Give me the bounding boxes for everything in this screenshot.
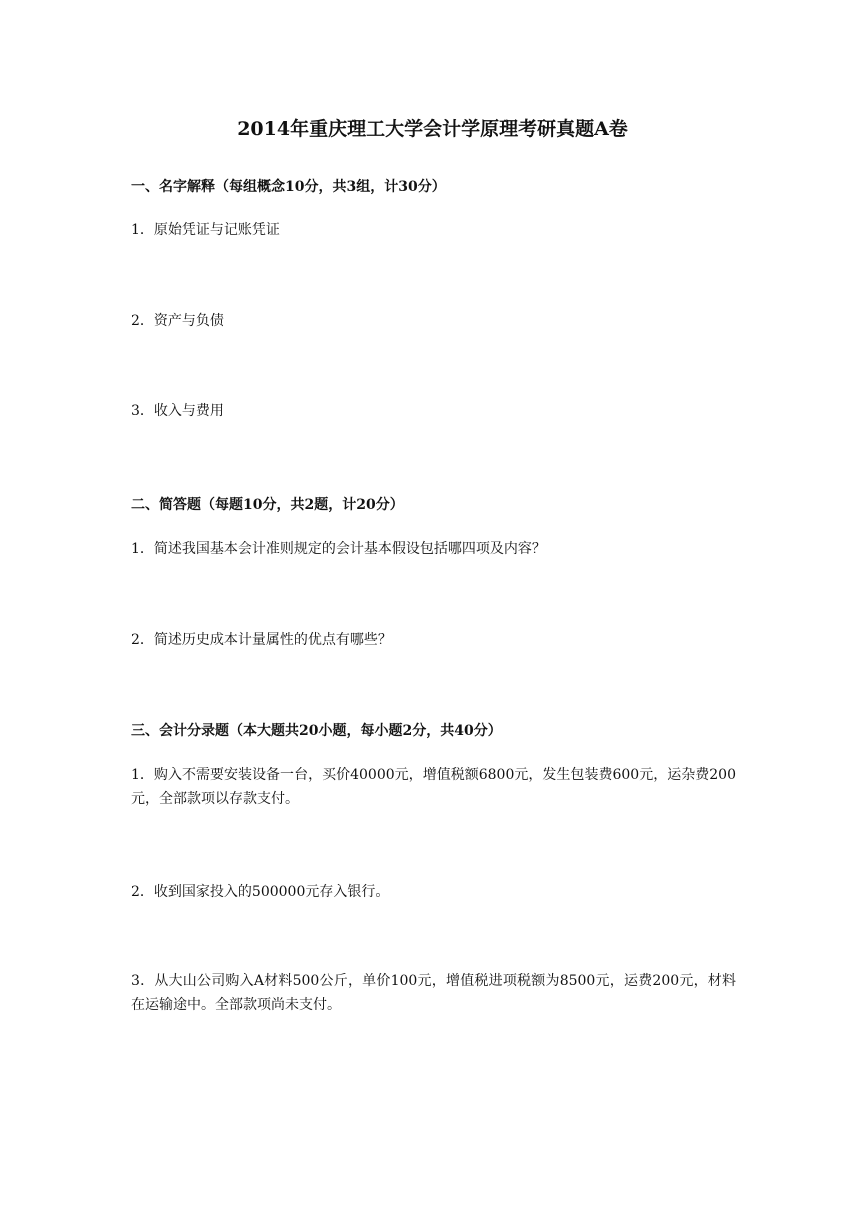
page-title: 2014年重庆理工大学会计学原理考研真题A卷	[237, 118, 628, 140]
question-item: 1．简述我国基本会计准则规定的会计基本假设包括哪四项及内容？	[131, 541, 546, 557]
section-heading-journal-entries: 三、会计分录题（本大题共20小题，每小题2分，共40分）	[131, 723, 502, 739]
question-item: 2．资产与负债	[131, 313, 224, 329]
question-item: 2．收到国家投入的500000元存入银行。	[131, 884, 390, 900]
question-item: 1．原始凭证与记账凭证	[131, 222, 280, 238]
section-heading-short-answer: 二、简答题（每题10分，共2题，计20分）	[131, 497, 404, 513]
question-item: 2．简述历史成本计量属性的优点有哪些？	[131, 632, 392, 648]
question-item: 3．从大山公司购入A材料500公斤，单价100元，增值税进项税额为8500元，运费200元，材料在运输途中。全部款项尚未支付。	[131, 973, 736, 1013]
question-item: 3．收入与费用	[131, 403, 224, 419]
section-heading-definitions: 一、名字解释（每组概念10分，共3组，计30分）	[131, 179, 446, 195]
question-item: 1．购入不需要安装设备一台，买价40000元，增值税额6800元，发生包装费600元，运杂费200元，全部款项以存款支付。	[131, 767, 736, 807]
